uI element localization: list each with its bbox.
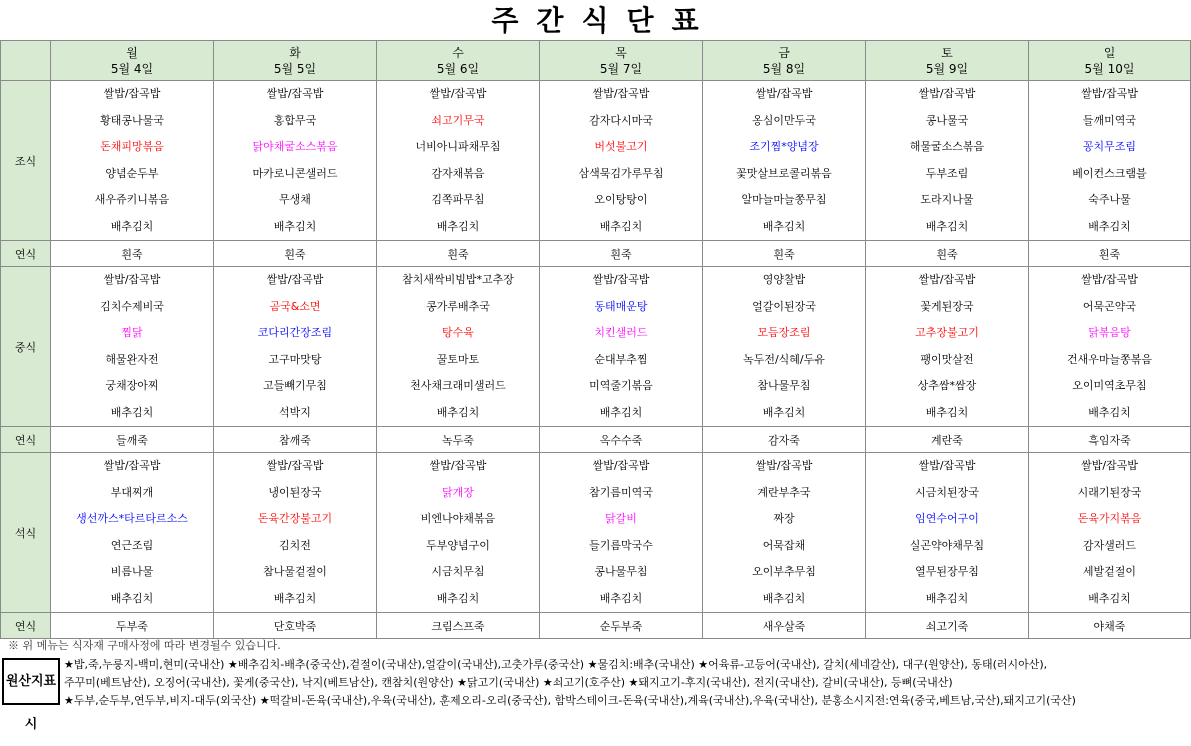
menu-item: 냉이된장국 <box>268 485 322 499</box>
menu-cell <box>703 453 866 613</box>
menu-cell <box>214 81 377 241</box>
menu-cell <box>377 453 540 613</box>
menu-cell <box>540 81 703 241</box>
day-header <box>51 41 214 81</box>
menu-cell <box>703 81 866 241</box>
day-header <box>703 41 866 81</box>
menu-item: 김쪽파무침 <box>431 193 485 206</box>
menu-cell <box>51 267 214 427</box>
menu-cell <box>377 81 540 241</box>
menu-item: 석박지 <box>279 405 311 419</box>
menu-item: 홍합무국 <box>273 113 317 127</box>
origin-label: 원산지표시 <box>2 658 60 705</box>
menu-item: 얼갈이된장국 <box>752 299 816 313</box>
menu-item: 쌀밥/잡곡밥 <box>918 87 976 100</box>
menu-item: 오이부추무침 <box>752 565 816 578</box>
menu-item: 건새우마늘쫑볶음 <box>1066 352 1152 366</box>
menu-item: 닭야채굴소스볶음 <box>252 140 338 153</box>
menu-item: 참나물무침 <box>757 379 811 392</box>
menu-cell <box>1029 453 1191 613</box>
menu-item: 쌀밥/잡곡밥 <box>429 87 487 100</box>
day-date: 5월 8일 <box>762 61 806 76</box>
menu-item: 베이컨스크램블 <box>1072 166 1147 180</box>
snack-item: 흰죽 <box>703 241 866 267</box>
day-header <box>866 41 1029 81</box>
menu-item: 숙주나물 <box>1088 193 1131 206</box>
menu-item: 삼색묵김가루무침 <box>578 166 664 180</box>
day-date: 5월 5일 <box>273 61 317 76</box>
menu-item: 시래기된장국 <box>1077 485 1142 499</box>
menu-item: 쌀밥/잡곡밥 <box>755 87 813 100</box>
snack-item: 단호박죽 <box>214 613 377 639</box>
menu-item: 배추김치 <box>436 405 480 419</box>
menu-item: 배추김치 <box>925 219 969 233</box>
menu-item: 실곤약야채무침 <box>909 538 985 552</box>
menu-item: 배추김치 <box>436 591 480 605</box>
meal-row <box>1 453 1191 613</box>
menu-item: 코다리간장조림 <box>257 326 333 339</box>
menu-cell <box>51 81 214 241</box>
snack-item: 흰죽 <box>377 241 540 267</box>
day-name: 월 <box>126 45 138 60</box>
day-date: 5월 6일 <box>436 61 480 76</box>
menu-item: 돈육가지볶음 <box>1077 512 1142 525</box>
snack-item: 새우살죽 <box>703 613 866 639</box>
menu-item: 고구마맛탕 <box>268 352 322 366</box>
menu-cell <box>866 81 1029 241</box>
menu-item: 쌀밥/잡곡밥 <box>918 273 976 286</box>
menu-item: 임연수어구이 <box>915 512 979 525</box>
menu-item: 콩가루배추국 <box>426 299 490 313</box>
menu-item: 천사채크래미샐러드 <box>410 379 506 392</box>
menu-item: 동태매운탕 <box>594 299 648 313</box>
menu-item: 찜닭 <box>121 326 143 339</box>
menu-cell <box>866 267 1029 427</box>
menu-item: 어묵잡채 <box>762 538 806 552</box>
menu-item: 콩나물무침 <box>594 565 648 578</box>
page-title: 주간식단표 <box>491 4 717 37</box>
menu-item: 어묵곤약국 <box>1082 299 1137 313</box>
meal-label: 조식 <box>1 81 51 241</box>
menu-item: 두부양념구이 <box>426 538 490 552</box>
day-name: 일 <box>1103 45 1116 60</box>
menu-item: 배추김치 <box>273 591 317 605</box>
menu-item: 감자다시마국 <box>589 113 653 127</box>
menu-item: 참기름미역국 <box>589 485 653 499</box>
menu-item: 참치새싹비빔밥*고추장 <box>402 273 514 286</box>
snack-item: 흰죽 <box>214 241 377 267</box>
menu-item: 배추김치 <box>110 591 154 605</box>
menu-item: 두부조림 <box>925 166 969 180</box>
menu-item: 마카로니콘샐러드 <box>252 166 338 180</box>
menu-item: 배추김치 <box>273 219 317 233</box>
origin-line: ★밥,죽,누룽지-백미,현미(국내산) ★배추김치-배추(중국산),겉절이(국내산),얼갈이(국내산),고춧가루(중국산) ★물김치:배추(국내산) ★어육류-고등어(국내산), 갈치(세네갈산), 대구(원양산), 동태(러시아산), <box>64 658 1048 671</box>
menu-cell <box>703 267 866 427</box>
menu-item: 알마늘마늘쫑무침 <box>741 193 827 206</box>
menu-item: 비엔나야채볶음 <box>420 512 496 525</box>
snack-label: 연식 <box>1 613 51 639</box>
menu-item: 닭볶음탕 <box>1088 326 1131 339</box>
menu-item: 닭개장 <box>442 485 474 499</box>
menu-item: 미역줄기볶음 <box>589 379 653 392</box>
day-date: 5월 10일 <box>1084 61 1135 76</box>
menu-item: 쌀밥/잡곡밥 <box>103 273 161 286</box>
menu-cell <box>866 453 1029 613</box>
menu-cell <box>1029 81 1191 241</box>
menu-item: 감자채볶음 <box>431 166 485 180</box>
menu-item: 배추김치 <box>110 405 154 419</box>
menu-item: 쌀밥/잡곡밥 <box>266 459 324 472</box>
header-row <box>1 41 1191 81</box>
menu-item: 비름나물 <box>110 565 154 578</box>
menu-item: 배추김치 <box>925 405 969 419</box>
snack-row <box>1 613 1191 639</box>
menu-cell <box>1029 267 1191 427</box>
menu-item: 꽁치무조림 <box>1082 140 1137 153</box>
menu-item: 배추김치 <box>762 591 806 605</box>
snack-item: 계란죽 <box>866 427 1029 453</box>
menu-item: 참나물겉절이 <box>263 565 327 578</box>
menu-item: 해물굴소스볶음 <box>909 140 985 153</box>
menu-item: 모듬장조림 <box>757 326 811 339</box>
menu-item: 생선까스*타르타르소스 <box>76 512 188 525</box>
menu-item: 들깨미역국 <box>1082 113 1137 127</box>
menu-item: 배추김치 <box>110 219 154 233</box>
meal-row <box>1 81 1191 241</box>
origin-line: 주꾸미(베트남산), 오징어(국내산), 꽃게(중국산), 낙지(베트남산), 캔참치(원양산) ★닭고기(국내산) ★쇠고기(호주산) ★돼지고기-후지(국내산), 전지(국내산), 갈비(국내산), 등뼈(국내산) <box>64 676 953 689</box>
snack-item: 감자죽 <box>703 427 866 453</box>
menu-item: 치킨샐러드 <box>594 326 648 339</box>
menu-item: 조기찜*양념장 <box>749 140 819 153</box>
menu-item: 꽃게된장국 <box>920 299 974 313</box>
corner-cell <box>1 41 51 81</box>
menu-item: 팽이맛살전 <box>920 352 974 366</box>
menu-item: 부대찌개 <box>110 485 154 499</box>
menu-change-note: ※ 위 메뉴는 식자재 구매사정에 따라 변경될수 있습니다. <box>8 639 281 652</box>
snack-item: 옥수수죽 <box>540 427 703 453</box>
snack-item: 흰죽 <box>540 241 703 267</box>
menu-item: 배추김치 <box>762 219 806 233</box>
menu-cell <box>214 453 377 613</box>
menu-item: 시금치무침 <box>431 565 485 578</box>
menu-item: 배추김치 <box>1088 591 1131 605</box>
menu-item: 닭갈비 <box>605 512 637 525</box>
menu-cell <box>214 267 377 427</box>
menu-cell <box>540 453 703 613</box>
day-name: 목 <box>615 45 627 60</box>
menu-item: 열무된장무침 <box>915 565 979 578</box>
menu-item: 해물완자전 <box>105 352 159 366</box>
day-name: 화 <box>289 45 301 60</box>
snack-item: 참깨죽 <box>214 427 377 453</box>
snack-row <box>1 241 1191 267</box>
menu-item: 쌀밥/잡곡밥 <box>103 459 161 472</box>
menu-item: 시금치된장국 <box>915 485 979 499</box>
menu-item: 버섯불고기 <box>594 140 648 153</box>
menu-item: 쌀밥/잡곡밥 <box>592 87 650 100</box>
menu-item: 황태콩나물국 <box>100 113 164 127</box>
menu-item: 배추김치 <box>599 405 643 419</box>
day-name: 금 <box>778 45 790 60</box>
menu-item: 곰국&소면 <box>269 299 321 313</box>
day-header <box>377 41 540 81</box>
origin-line: ★두부,순두부,연두부,비지-대두(외국산) ★떡갈비-돈육(국내산),우육(국내산), 훈제오리-오리(중국산), 함박스테이크-돈육(국내산),계육(국내산),우육(국내산), 분홍소시지전:연육(중국,베트남,국산),돼지고기(국산) <box>64 694 1076 707</box>
menu-item: 쌀밥/잡곡밥 <box>1081 459 1138 472</box>
day-name: 토 <box>941 45 953 60</box>
menu-item: 감자샐러드 <box>1082 538 1137 552</box>
menu-item: 상추쌈*쌈장 <box>917 379 977 392</box>
snack-item: 크림스프죽 <box>377 613 540 639</box>
menu-item: 김치수제비국 <box>100 299 164 313</box>
menu-item: 쌀밥/잡곡밥 <box>266 87 324 100</box>
snack-item: 녹두죽 <box>377 427 540 453</box>
menu-item: 궁채장아찌 <box>105 379 159 392</box>
menu-item: 계란부추국 <box>757 485 811 499</box>
menu-item: 짜장 <box>773 512 795 525</box>
menu-item: 양념순두부 <box>105 166 159 180</box>
menu-item: 꽃맛살브로콜리볶음 <box>736 166 832 180</box>
menu-item: 배추김치 <box>436 219 480 233</box>
menu-item: 탕수육 <box>442 326 474 339</box>
menu-item: 쌀밥/잡곡밥 <box>429 459 487 472</box>
snack-item: 흰죽 <box>866 241 1029 267</box>
menu-table <box>0 40 1191 639</box>
day-name: 수 <box>452 45 464 60</box>
day-date: 5월 4일 <box>110 61 154 76</box>
day-header <box>214 41 377 81</box>
day-date: 5월 9일 <box>925 61 969 76</box>
snack-item: 흰죽 <box>51 241 214 267</box>
day-header <box>540 41 703 81</box>
menu-item: 들기름막국수 <box>589 538 653 552</box>
menu-item: 배추김치 <box>1088 405 1131 419</box>
menu-cell <box>377 267 540 427</box>
snack-item: 순두부죽 <box>540 613 703 639</box>
menu-item: 옹심이만두국 <box>752 113 816 127</box>
snack-item: 야채죽 <box>1029 613 1191 639</box>
menu-item: 배추김치 <box>925 591 969 605</box>
menu-item: 꿀토마토 <box>436 352 480 366</box>
snack-row <box>1 427 1191 453</box>
menu-item: 오이탕탕이 <box>594 193 648 206</box>
day-date: 5월 7일 <box>599 61 643 76</box>
origin-text <box>64 656 1188 710</box>
menu-item: 김치전 <box>279 538 311 552</box>
snack-item: 쇠고기죽 <box>866 613 1029 639</box>
snack-item: 흑임자죽 <box>1029 427 1191 453</box>
snack-label: 연식 <box>1 241 51 267</box>
menu-item: 배추김치 <box>599 219 643 233</box>
menu-item: 영양찰밥 <box>762 273 806 286</box>
meal-label: 석식 <box>1 453 51 613</box>
menu-item: 오이미역초무침 <box>1072 379 1147 392</box>
menu-item: 세발겉절이 <box>1082 565 1137 578</box>
menu-item: 쌀밥/잡곡밥 <box>755 459 813 472</box>
menu-item: 쌀밥/잡곡밥 <box>266 273 324 286</box>
menu-item: 쌀밥/잡곡밥 <box>918 459 976 472</box>
menu-item: 배추김치 <box>762 405 806 419</box>
menu-item: 고추장불고기 <box>915 326 979 339</box>
menu-item: 너비아니파채무침 <box>415 140 501 153</box>
snack-item: 두부죽 <box>51 613 214 639</box>
menu-item: 연근조림 <box>110 538 154 552</box>
menu-item: 무생채 <box>279 193 311 206</box>
menu-item: 쌀밥/잡곡밥 <box>1081 87 1138 100</box>
day-header <box>1029 41 1191 81</box>
menu-cell <box>540 267 703 427</box>
meal-label: 중식 <box>1 267 51 427</box>
menu-item: 순대부추찜 <box>594 352 648 366</box>
menu-item: 새우쥬키니볶음 <box>94 193 170 206</box>
menu-item: 배추김치 <box>1088 219 1131 233</box>
meal-row <box>1 267 1191 427</box>
menu-item: 고들빼기무침 <box>263 379 327 392</box>
menu-item: 도라지나물 <box>920 193 974 206</box>
menu-item: 콩나물국 <box>925 113 969 127</box>
menu-item: 녹두전/식혜/두유 <box>743 352 825 366</box>
snack-label: 연식 <box>1 427 51 453</box>
menu-item: 배추김치 <box>599 591 643 605</box>
menu-cell <box>51 453 214 613</box>
menu-item: 쌀밥/잡곡밥 <box>103 87 161 100</box>
snack-item: 흰죽 <box>1029 241 1191 267</box>
snack-item: 들깨죽 <box>51 427 214 453</box>
menu-item: 쌀밥/잡곡밥 <box>592 273 650 286</box>
menu-item: 돈채피망볶음 <box>100 140 164 153</box>
menu-item: 쌀밥/잡곡밥 <box>592 459 650 472</box>
menu-item: 쇠고기무국 <box>431 113 485 127</box>
menu-item: 쌀밥/잡곡밥 <box>1081 273 1138 286</box>
menu-item: 돈육간장불고기 <box>257 512 333 525</box>
